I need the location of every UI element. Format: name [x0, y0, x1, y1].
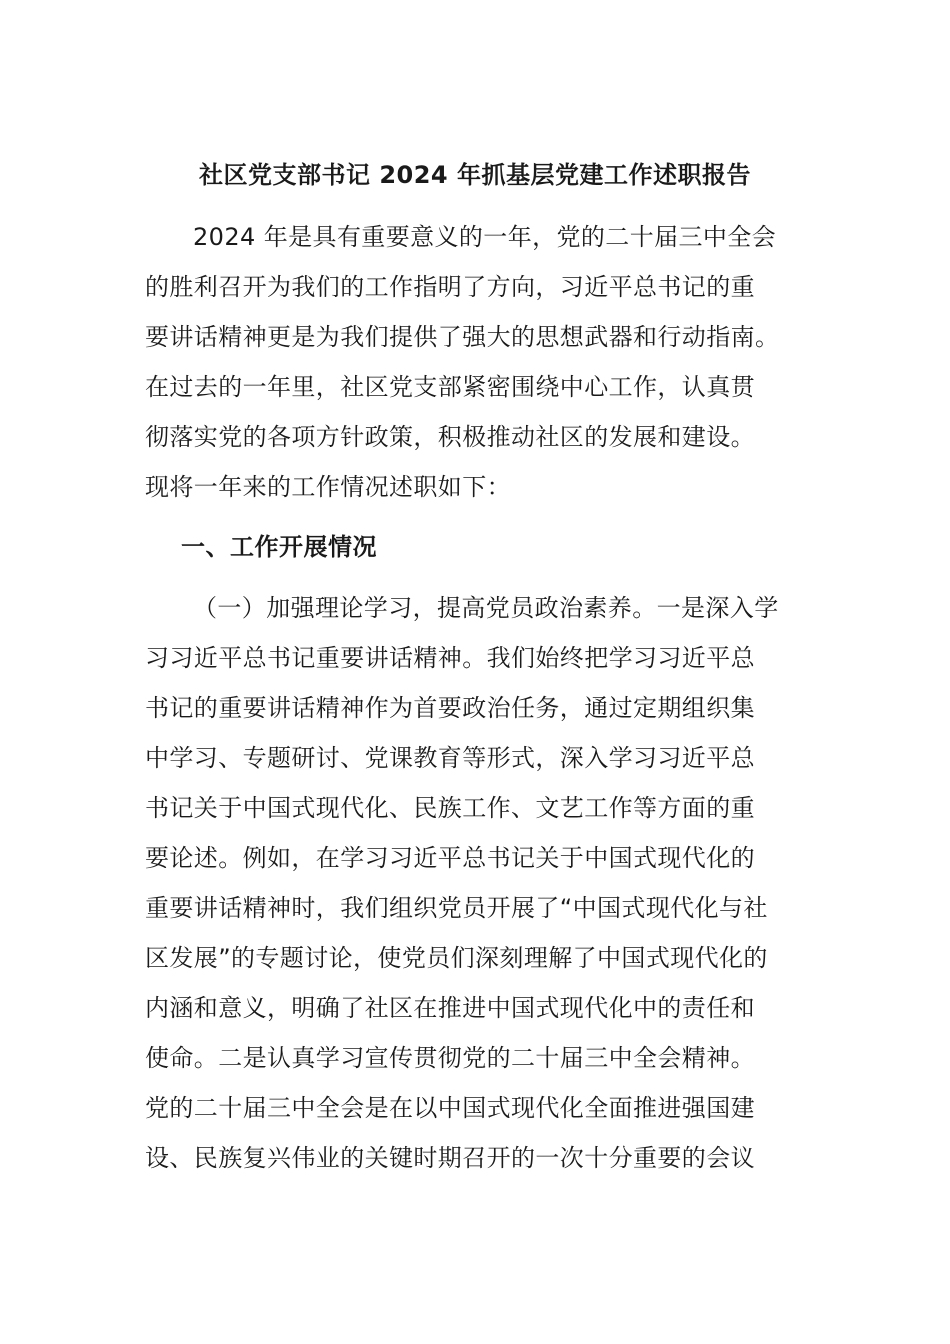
text-line: 设、民族复兴伟业的关键时期召开的一次十分重要的会议	[145, 1144, 755, 1172]
section-paragraph	[145, 583, 825, 1183]
document-title: 社区党支部书记 2024 年抓基层党建工作述职报告	[198, 161, 751, 189]
text-line: 书记关于中国式现代化、民族工作、文艺工作等方面的重	[145, 794, 755, 822]
text-line: 中学习、专题研讨、党课教育等形式，深入学习习近平总	[145, 744, 755, 772]
text-line: 2024 年是具有重要意义的一年，党的二十届三中全会	[193, 223, 777, 251]
text-line: 在过去的一年里，社区党支部紧密围绕中心工作，认真贯	[145, 373, 755, 401]
text-line: 要论述。例如，在学习习近平总书记关于中国式现代化的	[145, 844, 755, 872]
text-line: 书记的重要讲话精神作为首要政治任务，通过定期组织集	[145, 694, 755, 722]
text-line: 彻落实党的各项方针政策，积极推动社区的发展和建设。	[145, 423, 755, 451]
text-line: 内涵和意义，明确了社区在推进中国式现代化中的责任和	[145, 994, 755, 1022]
text-line: 使命。二是认真学习宣传贯彻党的二十届三中全会精神。	[145, 1044, 755, 1072]
intro-paragraph	[145, 212, 825, 512]
text-line: 党的二十届三中全会是在以中国式现代化全面推进强国建	[145, 1094, 755, 1122]
text-line: 区发展”的专题讨论，使党员们深刻理解了中国式现代化的	[145, 944, 768, 972]
text-line: （一）加强理论学习，提高党员政治素养。一是深入学	[193, 594, 779, 622]
section-heading: 一、工作开展情况	[181, 533, 377, 561]
text-line: 习习近平总书记重要讲话精神。我们始终把学习习近平总	[145, 644, 755, 672]
text-line: 现将一年来的工作情况述职如下：	[145, 473, 511, 501]
text-line: 重要讲话精神时，我们组织党员开展了“中国式现代化与社	[145, 894, 768, 922]
text-line: 的胜利召开为我们的工作指明了方向，习近平总书记的重	[145, 273, 755, 301]
text-line: 要讲话精神更是为我们提供了强大的思想武器和行动指南。	[145, 323, 780, 351]
